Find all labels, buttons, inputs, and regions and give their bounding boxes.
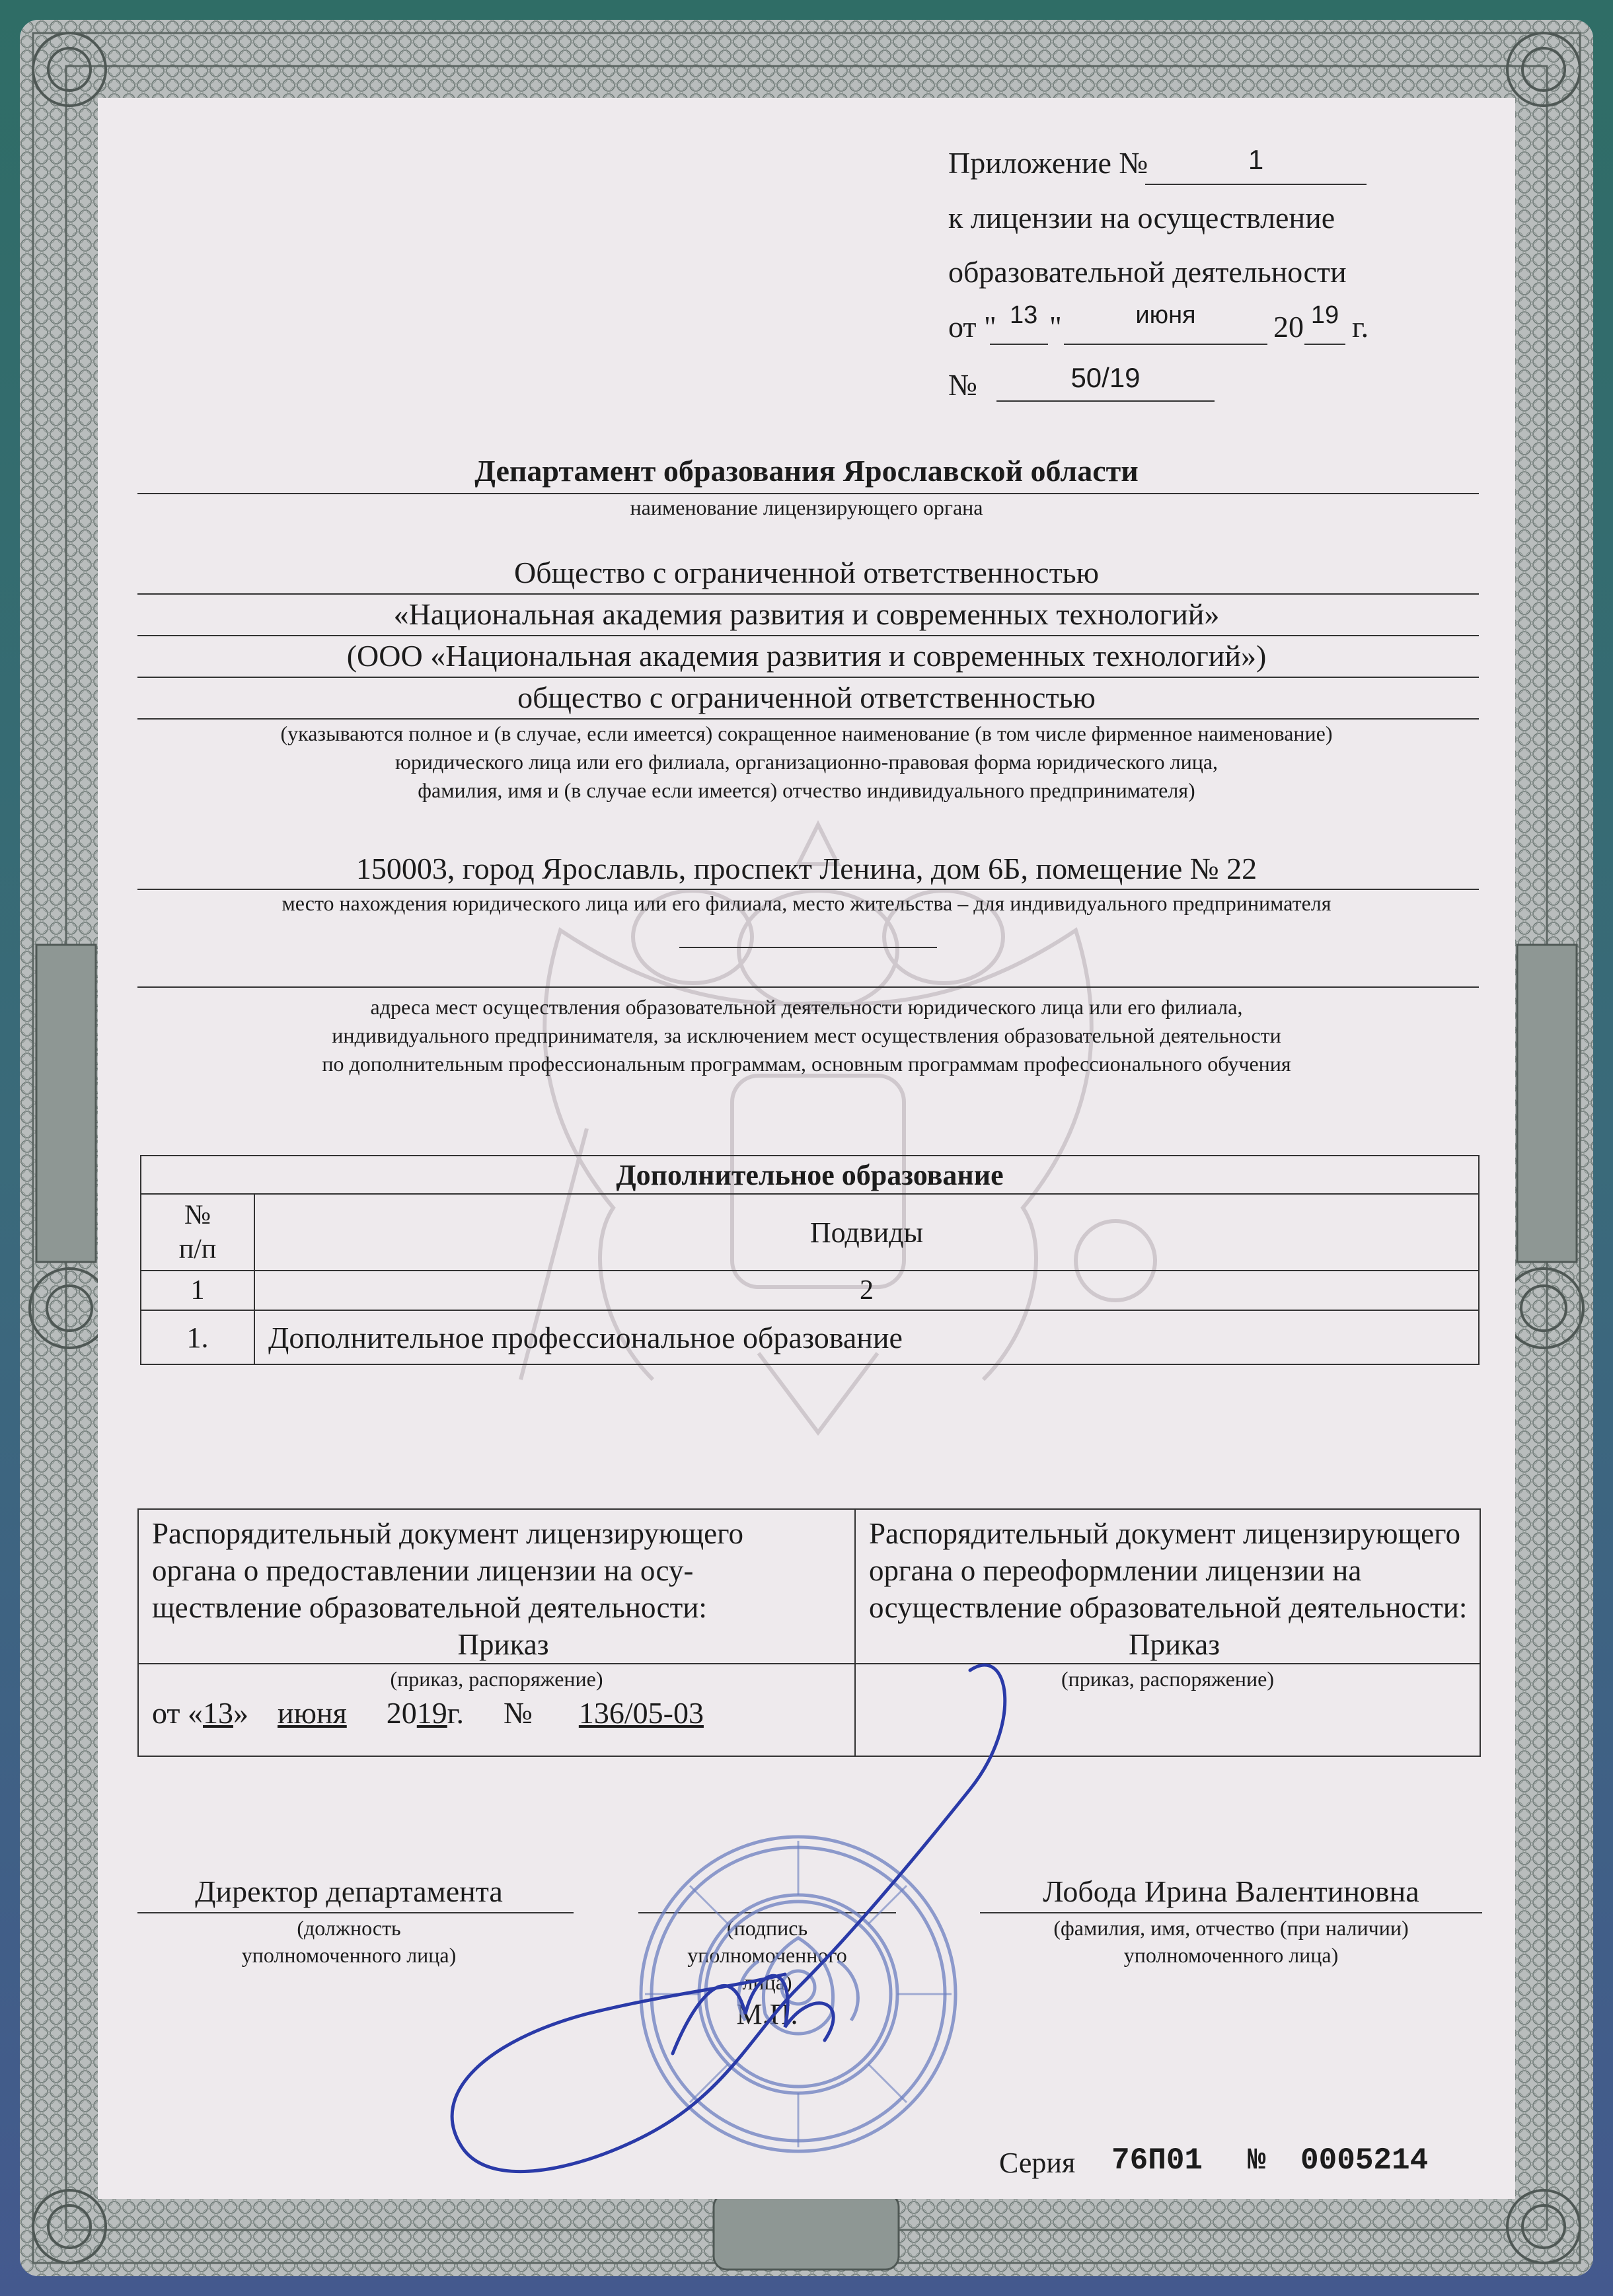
grant-date-day: 13 [203, 1696, 233, 1730]
grant-date-from: от « [152, 1696, 203, 1730]
org-underline-2 [137, 635, 1479, 636]
col-number-header-line2: п/п [178, 1234, 217, 1265]
date-from-label: от " [948, 310, 996, 344]
grant-date-close: » [233, 1696, 248, 1730]
license-number: 50/19 [1070, 362, 1141, 393]
name-caption-1: (фамилия, имя, отчество (при наличии) [1053, 1916, 1409, 1940]
grant-order-no-label: № [503, 1696, 533, 1730]
row-subtype-name: Дополнительное профессиональное образование [254, 1310, 1479, 1364]
grant-order-type: Приказ [457, 1628, 549, 1661]
series-label: Серия [999, 2147, 1076, 2179]
reissue-order-type-caption: (приказ, распоряжение) [1061, 1667, 1275, 1691]
org-line-1: Общество с ограниченной ответственностью [513, 556, 1100, 589]
org-line-4: общество с ограниченной ответственностью [517, 681, 1096, 714]
grant-order-text-3: ществление образовательной деятельности: [152, 1591, 707, 1624]
signature-caption-2: уполномоченного [687, 1943, 847, 1967]
grant-date-year-suffix: 19 [416, 1696, 447, 1730]
places-caption-1: адреса мест осуществления образовательной деятельности юридического лица или его филиала, [370, 995, 1243, 1019]
date-year-prefix: 20 [1273, 310, 1304, 344]
org-caption-1: (указываются полное и (в случае, если имеется) сокращенное наименование (в том числе фирменное наименование) [280, 722, 1333, 745]
reissue-order-text-2: органа о переоформлении лицензии на [869, 1554, 1362, 1587]
col-number-header [141, 1194, 254, 1271]
places-short-line [679, 947, 937, 948]
date-month: июня [1135, 301, 1196, 329]
education-table-title: Дополнительное образование [141, 1156, 1479, 1194]
reissue-order-text-3: осуществление образовательной деятельности: [869, 1591, 1468, 1624]
signature-caption-3: лица) [742, 1970, 792, 1994]
series-no-label: № [1248, 2143, 1266, 2178]
org-caption-3: фамилия, имя и (в случае если имеется) отчество индивидуального предпринимателя) [418, 778, 1195, 802]
date-year-suffix: 19 [1310, 301, 1339, 329]
index-cell-1: 1 [141, 1271, 254, 1310]
handwritten-signature [386, 1617, 1049, 2212]
places-caption-3: по дополнительным профессиональным программам, основным программам профессионального обучения [322, 1052, 1291, 1076]
col-subtypes-header: Подвиды [254, 1194, 1479, 1271]
grant-order-type-caption: (приказ, распоряжение) [390, 1667, 603, 1691]
index-cell-2: 2 [254, 1271, 1479, 1310]
stamp-place-label: М.П. [736, 1998, 798, 2030]
license-appendix-sheet [20, 20, 1593, 2276]
authority-line [137, 493, 1479, 494]
series-number: 0005214 [1300, 2143, 1429, 2178]
appendix-line3: образовательной деятельности [948, 255, 1347, 289]
row-number: 1. [141, 1310, 254, 1364]
date-year-line [1304, 344, 1345, 345]
date-day: 13 [1010, 301, 1038, 329]
col-number-header-line1: № [184, 1200, 211, 1230]
document-body [98, 98, 1515, 2199]
position-caption-2: уполномоченного лица) [241, 1943, 457, 1967]
authority-name: Департамент образования Ярославской области [474, 454, 1139, 488]
grant-date-year-prefix: 20 [386, 1696, 417, 1730]
reissue-order-type: Приказ [1128, 1628, 1220, 1661]
name-caption-2: уполномоченного лица) [1123, 1943, 1339, 1967]
authority-caption: наименование лицензирующего органа [630, 496, 983, 519]
date-day-line [990, 344, 1048, 345]
address-caption: место нахождения юридического лица или его филиала, место жительства – для индивидуального предпринимателя [281, 891, 1332, 915]
org-underline-1 [137, 593, 1479, 595]
org-line-3: (ООО «Национальная академия развития и современных технологий») [346, 639, 1267, 673]
grant-order-text-1: Распорядительный документ лицензирующего [152, 1517, 743, 1550]
position-caption-1: (должность [297, 1916, 401, 1940]
org-caption-2: юридического лица или его филиала, организационно-правовая форма юридического лица, [394, 750, 1219, 774]
grant-date-year-unit: г. [447, 1696, 464, 1730]
appendix-number-line [1145, 184, 1367, 185]
reissue-order-text-1: Распорядительный документ лицензирующего [869, 1517, 1460, 1550]
address-value: 150003, город Ярославль, проспект Ленина, дом 6Б, помещение № 22 [356, 852, 1257, 885]
date-quote: " [1049, 310, 1062, 344]
signatory-full-name: Лобода Ирина Валентиновна [1043, 1874, 1419, 1908]
grant-date-month: июня [278, 1696, 347, 1730]
grant-order-text-2: органа о предоставлении лицензии на осу- [152, 1554, 694, 1587]
address-line [137, 889, 1479, 890]
date-year-unit: г. [1352, 310, 1369, 344]
name-line [980, 1912, 1482, 1913]
places-line [137, 986, 1479, 988]
org-underline-4 [137, 718, 1479, 720]
education-table [140, 1155, 1480, 1365]
appendix-label: Приложение № [948, 146, 1148, 180]
places-caption-2: индивидуального предпринимателя, за исключением мест осуществления образовательной деятельности [332, 1023, 1281, 1047]
series-code: 76П01 [1111, 2143, 1203, 2178]
license-no-label: № [948, 368, 977, 402]
date-month-line [1064, 344, 1267, 345]
signatory-position: Директор департамента [195, 1874, 503, 1908]
signature-caption-1: (подпись [726, 1916, 808, 1940]
table-row [141, 1310, 1479, 1364]
appendix-line2: к лицензии на осуществление [948, 201, 1335, 235]
org-line-2: «Национальная академия развития и современных технологий» [393, 597, 1220, 631]
grant-order-number: 136/05-03 [578, 1696, 704, 1730]
org-underline-3 [137, 677, 1479, 678]
appendix-number: 1 [1248, 144, 1264, 175]
license-no-line [996, 400, 1215, 402]
